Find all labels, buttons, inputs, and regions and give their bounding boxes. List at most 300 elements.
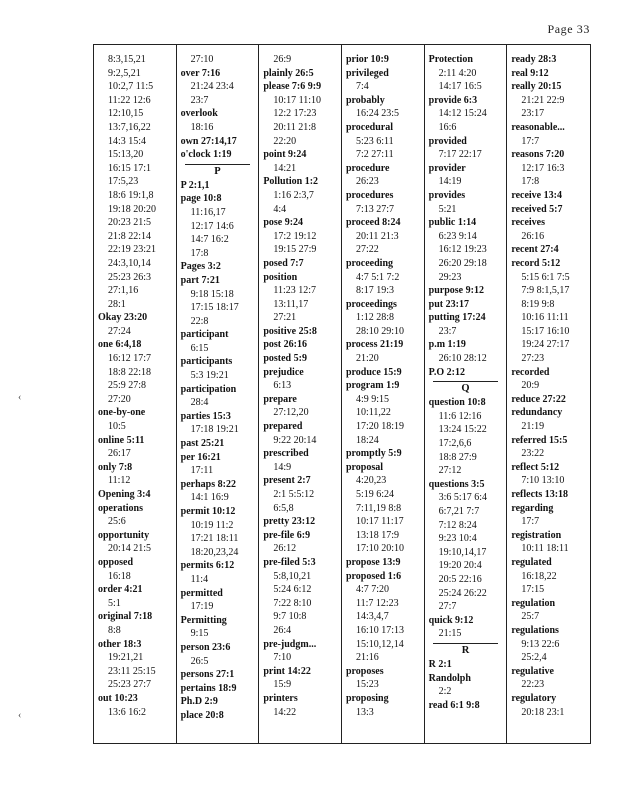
page-line-refs: 9:18 15:18	[190, 288, 234, 300]
page-line-refs: 26:12	[273, 543, 297, 555]
index-term: opposed	[98, 556, 134, 568]
page-line-refs: 5:19 6:24	[355, 489, 395, 500]
page-line-refs: 8:17 19:3	[355, 285, 395, 297]
index-term: R 2:1	[428, 658, 452, 670]
section-letter: Q	[433, 381, 499, 396]
index-term: prescribed	[263, 448, 309, 460]
index-term: position	[263, 271, 298, 283]
page-line-refs: 10:17 11:10	[273, 94, 322, 106]
page-line-refs: 26:9	[273, 54, 292, 65]
page-line-refs: 17:11	[190, 465, 214, 477]
index-term: pretty 23:12	[263, 516, 316, 528]
page-line-refs: 23:22	[521, 448, 545, 460]
page-line-refs: 20:9	[521, 380, 540, 392]
index-term: receives	[511, 217, 546, 229]
index-term: procedures	[345, 189, 394, 201]
page-line-refs: 27:23	[521, 353, 545, 365]
index-term: reasons 7:20	[511, 149, 565, 161]
page-line-refs: 23:17	[521, 108, 545, 120]
page-line-refs: 5:23 6:11	[355, 135, 394, 147]
index-term: purpose 9:12	[428, 285, 484, 297]
page-line-refs: 10:2,7 11:5	[108, 81, 154, 93]
index-term: online 5:11	[98, 434, 145, 446]
page-line-refs: 2:11 4:20	[438, 67, 477, 79]
page-line-refs: 23:7	[438, 325, 457, 337]
index-term: past 25:21	[180, 438, 225, 450]
page-line-refs: 14:7 16:2	[190, 234, 229, 246]
page-line-refs: 29:23	[438, 271, 462, 283]
page-line-refs: 18:24	[355, 434, 379, 446]
page-line-refs: 25:24 26:22	[438, 587, 487, 599]
page-line-refs: 22:19 23:21	[108, 244, 157, 256]
page-line-refs: 6:13	[273, 380, 292, 392]
index-term: promptly 5:9	[345, 448, 402, 460]
page-line-refs: 8:19 9:8	[521, 298, 555, 310]
page-line-refs: 14:1 16:9	[190, 492, 229, 504]
page-line-refs: 7:12 8:24	[438, 519, 477, 531]
page-line-refs: 20:23 21:5	[108, 217, 152, 229]
page-line-refs: 15:23	[355, 679, 379, 691]
page-line-refs: 17:19	[190, 601, 214, 613]
page-line-refs: 4:4	[273, 203, 287, 215]
page-line-refs: 7:22 8:10	[273, 597, 312, 609]
page-line-refs: 19:15 27:9	[273, 244, 317, 256]
index-term: pre-judgm...	[263, 638, 317, 650]
index-term: prepared	[263, 421, 303, 433]
page-line-refs: 17:18 19:21	[190, 424, 239, 436]
index-term: place 20:8	[180, 709, 224, 721]
index-term: regulation	[511, 597, 556, 609]
page-line-refs: 5:24 6:12	[273, 584, 312, 596]
index-term: pre-filed 5:3	[263, 556, 316, 568]
page-line-refs: 22:8	[190, 315, 209, 327]
index-term: one-by-one	[98, 407, 146, 419]
page-line-refs: 26:17	[108, 448, 131, 460]
page-line-refs: 24:3,10,14	[108, 257, 151, 269]
page-line-refs: 14:12 15:24	[438, 108, 487, 120]
index-term: pre-file 6:9	[263, 529, 311, 541]
index-term: prior 10:9	[345, 54, 389, 65]
page-line-refs: 20:14 21:5	[108, 543, 152, 555]
page-line-refs: 18:8 27:9	[438, 451, 477, 463]
index-term: print 14:22	[263, 665, 311, 677]
page-line-refs: 26:23	[355, 176, 379, 188]
page-line-refs: 26:10 28:12	[438, 353, 487, 365]
margin-mark: ‹	[18, 710, 22, 721]
index-term: process 21:19	[345, 339, 404, 351]
index-term: posted 5:9	[263, 353, 307, 365]
page-line-refs: 14:9	[273, 461, 292, 473]
page-line-refs: 13:7,16,22	[108, 121, 151, 133]
page-line-refs: 13:18 17:9	[355, 529, 400, 541]
index-term: Ph.D 2:9	[180, 696, 218, 708]
page-line-refs: 11:6 12:16	[438, 410, 482, 422]
index-term: out 10:23	[98, 692, 138, 704]
page-line-refs: 8:3,15,21	[108, 54, 146, 65]
page-line-refs: 12:2 17:23	[273, 108, 317, 120]
index-term: proceed 8:24	[345, 217, 401, 229]
page-line-refs: 9:2,5,21	[108, 67, 141, 79]
page-line-refs: 11:23 12:7	[273, 285, 317, 297]
index-term: recent 27:4	[511, 244, 559, 256]
index-column-4	[342, 45, 425, 743]
page-line-refs: 25:23 27:7	[108, 679, 152, 691]
page-line-refs: 7:9 8:1,5,17	[521, 285, 570, 297]
page-line-refs: 25:2,4	[521, 652, 547, 664]
index-term: per 16:21	[180, 451, 221, 463]
page-line-refs: 1:16 2:3,7	[273, 189, 314, 201]
page-line-refs: 11:12	[108, 475, 131, 487]
index-column-2	[177, 45, 260, 743]
page-line-refs: 18:8 22:18	[108, 366, 152, 378]
index-term: perhaps 8:22	[180, 478, 236, 490]
index-term: putting 17:24	[428, 312, 486, 324]
page-line-refs: 23:7	[190, 94, 209, 106]
page-line-refs: 16:15 17:1	[108, 162, 152, 174]
page-line-refs: 16:18	[108, 570, 131, 582]
page-line-refs: 5:15 6:1 7:5	[521, 271, 570, 283]
page-line-refs: 28:1	[108, 298, 126, 310]
index-term: parties 15:3	[180, 410, 231, 422]
index-term: Permitting	[180, 614, 227, 626]
page-line-refs: 28:4	[190, 397, 209, 409]
page-line-refs: 27:7	[438, 601, 457, 613]
index-term: permit 10:12	[180, 506, 236, 517]
index-term: ready 28:3	[511, 54, 557, 65]
index-term: participants	[180, 356, 233, 368]
page-line-refs: 18:20,23,24	[190, 546, 239, 558]
section-letter: P	[185, 164, 251, 179]
page-line-refs: 25:9 27:8	[108, 380, 147, 392]
index-term: reflects 13:18	[511, 489, 569, 500]
index-term: questions 3:5	[428, 478, 485, 490]
index-term: proposed 1:6	[345, 570, 402, 582]
index-term: provides	[428, 189, 466, 201]
index-term: prejudice	[263, 366, 304, 378]
index-term: regulated	[511, 556, 552, 568]
page-line-refs: 9:23 10:4	[438, 533, 477, 545]
index-term: Pages 3:2	[180, 261, 221, 273]
page-line-refs: 16:24 23:5	[355, 108, 400, 120]
page-line-refs: 11:4	[190, 573, 209, 585]
page-line-refs: 13:24 15:22	[438, 424, 487, 436]
index-term: record 5:12	[511, 257, 561, 269]
page-line-refs: 19:20 20:4	[438, 560, 482, 572]
index-term: question 10:8	[428, 397, 486, 409]
page-line-refs: 14:21	[273, 162, 297, 174]
index-term: order 4:21	[98, 584, 143, 596]
page-line-refs: 21:20	[355, 353, 379, 365]
page-line-refs: 16:12 19:23	[438, 244, 487, 256]
page-line-refs: 26:20 29:18	[438, 257, 487, 269]
index-term: regarding	[511, 502, 554, 514]
index-term: p.m 1:19	[428, 339, 466, 351]
index-term: produce 15:9	[345, 366, 402, 378]
page-line-refs: 13:3	[355, 706, 374, 718]
index-term: proceedings	[345, 298, 397, 310]
page-line-refs: 11:7 12:23	[355, 597, 399, 609]
page-line-refs: 25:7	[521, 611, 540, 623]
page-line-refs: 17:15	[521, 584, 545, 596]
page-line-refs: 20:11 21:3	[355, 230, 399, 242]
index-term: procedure	[345, 162, 390, 174]
page-line-refs: 4:7 7:20	[355, 584, 390, 596]
page-line-refs: 13:11,17	[273, 298, 309, 310]
page-line-refs: 10:11,22	[355, 407, 391, 419]
page-line-refs: 28:10 29:10	[355, 325, 405, 337]
page-line-refs: 14:17 16:5	[438, 81, 482, 93]
index-term: reduce 27:22	[511, 393, 566, 405]
page-line-refs: 18:6 19:1,8	[108, 189, 154, 201]
page-line-refs: 15:17 16:10	[521, 325, 570, 337]
page-line-refs: 4:7 5:1 7:2	[355, 271, 400, 283]
page-line-refs: 22:20	[273, 135, 297, 147]
page-line-refs: 15:13,20	[108, 149, 144, 161]
page-line-refs: 27:22	[355, 244, 379, 256]
page-line-refs: 27:12	[438, 465, 462, 477]
page-line-refs: 14:3,4,7	[355, 611, 389, 623]
page-line-refs: 21:15	[438, 628, 462, 640]
page-line-refs: 9:7 10:8	[273, 611, 307, 623]
index-term: over 7:16	[180, 67, 221, 79]
index-term: one 6:4,18	[98, 339, 142, 351]
page-line-refs: 17:20 18:19	[355, 421, 405, 433]
index-column-1	[94, 45, 177, 743]
index-term: only 7:8	[98, 461, 133, 473]
section-letter: R	[433, 643, 499, 658]
page-line-refs: 22:23	[521, 679, 545, 691]
index-term: proceeding	[345, 257, 394, 269]
page-line-refs: 17:2 19:12	[273, 230, 317, 242]
page-line-refs: 12:17 16:3	[521, 162, 565, 174]
page-line-refs: 11:22 12:6	[108, 94, 151, 106]
page-line-refs: 17:15 18:17	[190, 302, 239, 314]
index-term: pertains 18:9	[180, 682, 237, 694]
page-line-refs: 11:16,17	[190, 206, 226, 218]
index-term: read 6:1 9:8	[428, 699, 480, 711]
index-term: opportunity	[98, 529, 150, 541]
index-term: plainly 26:5	[263, 67, 314, 79]
page-line-refs: 18:16	[190, 121, 214, 133]
page-line-refs: 17:5,23	[108, 176, 139, 188]
page-line-refs: 26:5	[190, 655, 209, 667]
index-term: post 26:16	[263, 339, 307, 351]
index-term: Okay 23:20	[98, 312, 148, 324]
index-term: recorded	[511, 366, 550, 378]
page-line-refs: 9:15	[190, 628, 209, 640]
page-line-refs: 20:11 21:8	[273, 121, 317, 133]
index-term: Randolph	[428, 672, 471, 684]
index-term: provide 6:3	[428, 94, 478, 106]
page-line-refs: 16:6	[438, 121, 457, 133]
page-line-refs: 20:18 23:1	[521, 706, 565, 718]
index-term: please 7:6 9:9	[263, 81, 322, 93]
index-term: really 20:15	[511, 81, 562, 93]
index-term: regulative	[511, 665, 554, 677]
index-term: pose 9:24	[263, 217, 304, 229]
index-term: probably	[345, 94, 385, 106]
page-line-refs: 12:10,15	[108, 108, 144, 120]
page-line-refs: 4:20,23	[355, 475, 387, 487]
index-term: part 7:21	[180, 274, 220, 286]
page-line-refs: 7:2 27:11	[355, 149, 394, 161]
index-term: participant	[180, 329, 229, 341]
page-line-refs: 7:4	[355, 81, 369, 93]
index-term: page 10:8	[180, 193, 222, 205]
page-line-refs: 25:23 26:3	[108, 271, 152, 283]
page-line-refs: 17:2,6,6	[438, 438, 472, 450]
page-line-refs: 5:8,10,21	[273, 570, 312, 582]
word-index-table	[93, 44, 591, 744]
page-line-refs: 13:6 16:2	[108, 706, 147, 718]
page-line-refs: 5:1	[108, 597, 121, 609]
page-line-refs: 26:4	[273, 624, 292, 636]
index-term: persons 27:1	[180, 669, 235, 681]
index-term: received 5:7	[511, 203, 563, 215]
index-term: proposing	[345, 692, 389, 704]
page-line-refs: 20:5 22:16	[438, 573, 482, 585]
page-line-refs: 25:6	[108, 516, 126, 528]
page-line-refs: 5:21	[438, 203, 457, 215]
page-line-refs: 14:22	[273, 706, 297, 718]
page-line-refs: 19:10,14,17	[438, 546, 487, 558]
page-line-refs: 10:16 11:11	[521, 312, 569, 324]
page-line-refs: 16:10 17:13	[355, 624, 405, 636]
page-line-refs: 16:18,22	[521, 570, 557, 582]
page-line-refs: 14:3 15:4	[108, 135, 147, 147]
index-column-5	[425, 45, 508, 743]
page-line-refs: 2:2	[438, 686, 452, 698]
index-term: public 1:14	[428, 217, 477, 229]
page-line-refs: 10:17 11:17	[355, 516, 404, 528]
index-term: posed 7:7	[263, 257, 304, 269]
page-line-refs: 15:9	[273, 679, 292, 691]
index-term: P.O 2:12	[428, 366, 465, 378]
index-term: own 27:14,17	[180, 135, 237, 147]
page-line-refs: 8:8	[108, 624, 121, 636]
page-line-refs: 7:10 13:10	[521, 475, 565, 487]
index-term: participation	[180, 383, 237, 395]
index-term: put 23:17	[428, 298, 469, 310]
page-line-refs: 26:16	[521, 230, 545, 242]
index-term: redundancy	[511, 407, 563, 419]
page-line-refs: 17:8	[521, 176, 540, 188]
page-line-refs: 27:10	[190, 54, 214, 65]
page-line-refs: 27:12,20	[273, 407, 309, 419]
index-term: referred 15:5	[511, 434, 568, 446]
page-line-refs: 15:10,12,14	[355, 638, 404, 650]
page-line-refs: 1:12 28:8	[355, 312, 395, 324]
page-line-refs: 4:9 9:15	[355, 393, 390, 405]
page-line-refs: 17:21 18:11	[190, 533, 239, 545]
page-line-refs: 7:10	[273, 652, 292, 664]
page-line-refs: 17:8	[190, 247, 209, 259]
page-line-refs: 9:22 20:14	[273, 434, 317, 446]
page-line-refs: 27:20	[108, 393, 131, 405]
page-line-refs: 21:16	[355, 652, 379, 664]
page-line-refs: 14:19	[438, 176, 462, 188]
index-term: overlook	[180, 108, 218, 120]
page-number: Page 33	[547, 22, 590, 36]
index-term: present 2:7	[263, 475, 311, 487]
index-term: Pollution 1:2	[263, 176, 319, 188]
page-line-refs: 27:21	[273, 312, 297, 324]
index-term: proposes	[345, 665, 384, 677]
index-term: provided	[428, 135, 467, 147]
page-line-refs: 16:12 17:7	[108, 353, 152, 365]
index-column-3	[259, 45, 342, 743]
index-term: quick 9:12	[428, 614, 474, 626]
page-line-refs: 6:15	[190, 342, 209, 354]
page-line-refs: 7:11,19 8:8	[355, 502, 402, 514]
page-line-refs: 10:5	[108, 421, 126, 433]
page-line-refs: 2:1 5:5:12	[273, 489, 315, 500]
index-term: privileged	[345, 67, 389, 79]
page-line-refs: 17:7	[521, 135, 540, 147]
index-term: P 2:1,1	[180, 179, 210, 191]
index-term: reflect 5:12	[511, 461, 560, 473]
page-line-refs: 12:17 14:6	[190, 220, 234, 232]
page-line-refs: 3:6 5:17 6:4	[438, 492, 487, 504]
index-term: other 18:3	[98, 638, 142, 650]
index-term: registration	[511, 529, 562, 541]
index-column-6	[507, 45, 590, 743]
index-term: real 9:12	[511, 67, 549, 79]
index-term: regulatory	[511, 692, 557, 704]
page-line-refs: 7:17 22:17	[438, 149, 482, 161]
index-term: printers	[263, 692, 298, 704]
index-term: procedural	[345, 121, 394, 133]
index-term: proposal	[345, 461, 384, 473]
page-line-refs: 21:24 23:4	[190, 81, 234, 93]
page-line-refs: 17:7	[521, 516, 540, 528]
index-term: prepare	[263, 393, 297, 405]
index-term: program 1:9	[345, 380, 400, 392]
page-line-refs: 7:13 27:7	[355, 203, 395, 215]
page-line-refs: 21:8 22:14	[108, 230, 152, 242]
index-term: receive 13:4	[511, 189, 562, 201]
index-term: reasonable...	[511, 121, 565, 133]
page-line-refs: 6:23 9:14	[438, 230, 477, 242]
index-term: Protection	[428, 54, 473, 65]
page-line-refs: 23:11 25:15	[108, 665, 156, 677]
index-term: propose 13:9	[345, 556, 401, 568]
page-line-refs: 19:24 27:17	[521, 339, 570, 351]
page-line-refs: 19:18 20:20	[108, 203, 157, 215]
index-term: operations	[98, 502, 143, 514]
page-line-refs: 9:13 22:6	[521, 638, 560, 650]
index-term: permits 6:12	[180, 560, 235, 572]
page-line-refs: 6:5,8	[273, 502, 294, 514]
index-term: regulations	[511, 624, 559, 636]
margin-mark: ‹	[18, 392, 22, 403]
index-term: positive 25:8	[263, 325, 317, 337]
index-term: provider	[428, 162, 466, 174]
index-term: permitted	[180, 587, 223, 599]
page-line-refs: 27:24	[108, 325, 131, 337]
index-term: original 7:18	[98, 611, 153, 623]
page-line-refs: 5:3 19:21	[190, 370, 229, 382]
page-line-refs: 17:10 20:10	[355, 543, 405, 555]
index-term: o'clock 1:19	[180, 149, 232, 161]
page-line-refs: 27:1,16	[108, 285, 139, 297]
index-term: point 9:24	[263, 149, 307, 161]
page-line-refs: 10:11 18:11	[521, 543, 569, 555]
page-line-refs: 19:21,21	[108, 652, 144, 664]
index-term: person 23:6	[180, 641, 231, 653]
page-line-refs: 21:19	[521, 421, 545, 433]
index-term: Opening 3:4	[98, 489, 151, 500]
